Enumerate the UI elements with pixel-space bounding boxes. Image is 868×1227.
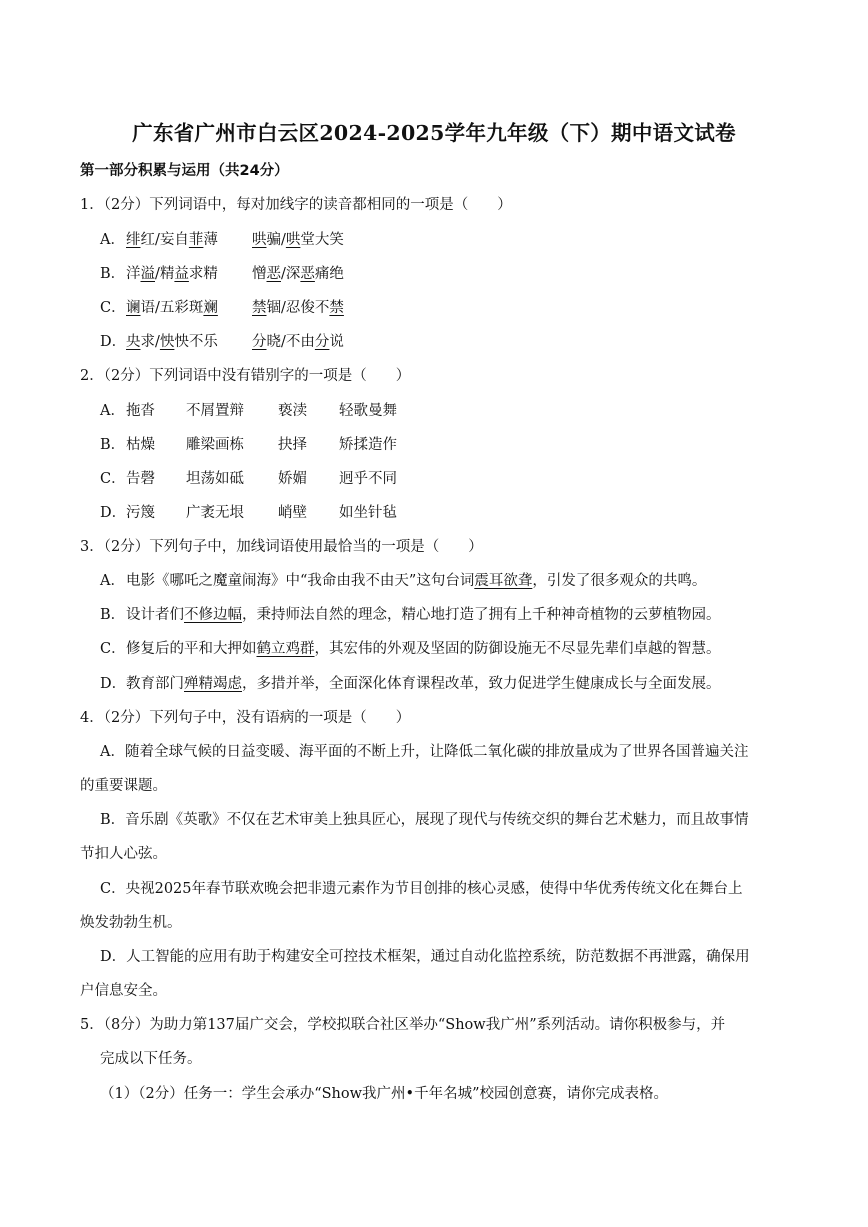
question-4-option-a-line1[interactable]: A．随着全球气候的日益变暖、海平面的不断上升，让降低二氧化碳的排放量成为了世界各国普遍关注 bbox=[100, 744, 749, 760]
question-3-stem: 3．（2分）下列句子中，加线词语使用最恰当的一项是（ ） bbox=[80, 539, 483, 555]
question-1-option-d[interactable]: D．央求/怏怏不乐 分晓/不由分说 bbox=[100, 334, 344, 350]
question-5-stem-line1: 5．（8分）为助力第137届广交会，学校拟联合社区举办“Show我广州”系列活动。请你积极参与，并 bbox=[80, 1017, 726, 1033]
question-1-option-a[interactable]: A．绯红/妄自菲薄 哄骗/哄堂大笑 bbox=[100, 232, 344, 248]
question-4-option-a-line2: 的重要课题。 bbox=[80, 778, 167, 794]
question-4-option-b-line1[interactable]: B．音乐剧《英歌》不仅在艺术审美上独具匠心，展现了现代与传统交织的舞台艺术魅力，而且故事情 bbox=[100, 812, 749, 828]
question-3-option-c[interactable]: C．修复后的平和大押如鹤立鸡群，其宏伟的外观及坚固的防御设施无不尽显先辈们卓越的智慧。 bbox=[100, 641, 721, 657]
question-1-stem: 1．（2分）下列词语中，每对加线字的读音都相同的一项是（ ） bbox=[80, 197, 512, 213]
question-2-option-c[interactable]: C．告磬 坦荡如砥 娇媚 迥乎不同 bbox=[100, 471, 397, 487]
question-2-option-b[interactable]: B．枯燥 雕梁画栋 抉择 矫揉造作 bbox=[100, 437, 397, 453]
question-2-stem: 2．（2分）下列词语中没有错别字的一项是（ ） bbox=[80, 368, 411, 384]
question-1-option-c[interactable]: C．谰语/五彩斑斓 禁锢/忍俊不禁 bbox=[100, 300, 344, 316]
question-3-option-b[interactable]: B．设计者们不修边幅，秉持师法自然的理念，精心地打造了拥有上千种神奇植物的云萝植物园。 bbox=[100, 607, 721, 623]
question-4-option-d-line2: 户信息安全。 bbox=[80, 983, 167, 999]
question-4-option-c-line2: 焕发勃勃生机。 bbox=[80, 915, 182, 931]
question-5-stem-line2: 完成以下任务。 bbox=[100, 1051, 202, 1067]
question-4-option-c-line1[interactable]: C．央视2025年春节联欢晚会把非遗元素作为节目创排的核心灵感，使得中华优秀传统文化在舞台上 bbox=[100, 881, 743, 897]
question-5-subtask-1: （1）（2分）任务一：学生会承办“Show我广州•千年名城”校园创意赛，请你完成表格。 bbox=[100, 1086, 668, 1102]
question-1-option-b[interactable]: B．洋溢/精益求精 憎恶/深恶痛绝 bbox=[100, 266, 344, 282]
exam-title: 广东省广州市白云区2024-2025学年九年级（下）期中语文试卷 bbox=[132, 121, 736, 145]
question-2-option-a[interactable]: A．拖沓 不屑置辩 亵渎 轻歌曼舞 bbox=[100, 403, 397, 419]
question-3-option-a[interactable]: A．电影《哪吒之魔童闹海》中“我命由我不由天”这句台词震耳欲聋，引发了很多观众的共鸣。 bbox=[100, 573, 707, 589]
question-4-stem: 4．（2分）下列句子中，没有语病的一项是（ ） bbox=[80, 710, 411, 726]
question-4-option-d-line1[interactable]: D．人工智能的应用有助于构建安全可控技术框架，通过自动化监控系统，防范数据不再泄露，确保用 bbox=[100, 949, 750, 965]
section-heading: 第一部分积累与运用（共24分） bbox=[80, 163, 289, 179]
question-3-option-d[interactable]: D．教育部门殚精竭虑，多措并举，全面深化体育课程改革，致力促进学生健康成长与全面发展。 bbox=[100, 676, 721, 692]
question-2-option-d[interactable]: D．污篾 广袤无垠 峭壁 如坐针毡 bbox=[100, 505, 397, 521]
question-4-option-b-line2: 节扣人心弦。 bbox=[80, 846, 167, 862]
